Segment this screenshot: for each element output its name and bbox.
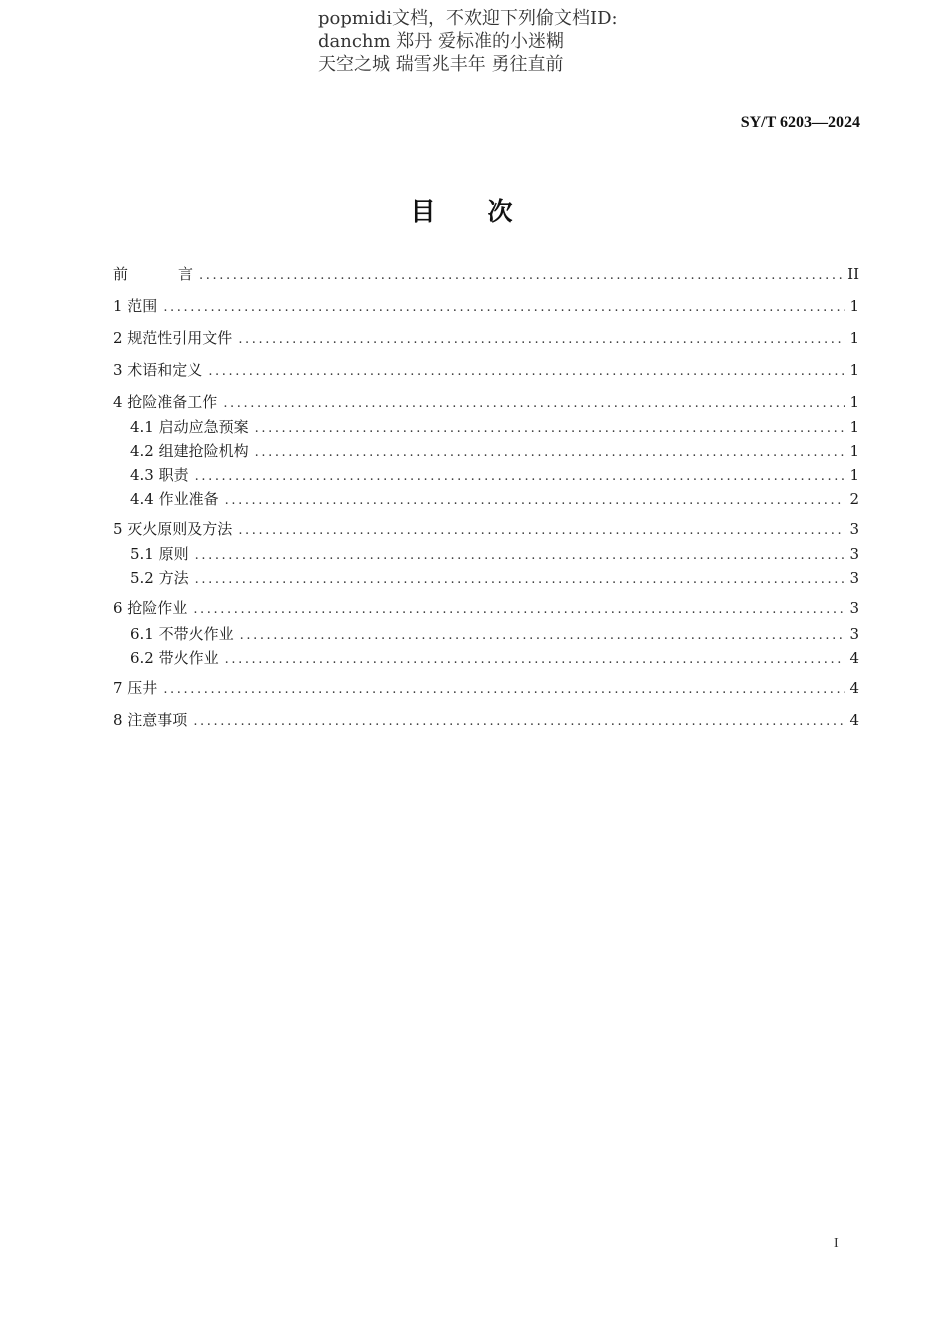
toc-entry-label: 4 抢险准备工作 <box>113 393 218 411</box>
toc-entry-label: 1 范围 <box>113 297 158 315</box>
toc-entry-label: 3 术语和定义 <box>113 361 203 379</box>
toc-entry-page: 4 <box>849 711 859 729</box>
toc-entry[interactable] <box>130 416 859 438</box>
toc-entry-label: 4.4 作业准备 <box>130 490 219 508</box>
toc-entry-label: 5.2 方法 <box>130 569 189 587</box>
toc-dot-leader <box>225 649 845 671</box>
toc-entry-label: 4.3 职责 <box>130 466 189 484</box>
toc-entry-label: 4.1 启动应急预案 <box>130 418 249 436</box>
toc-entry-page: 4 <box>849 679 859 697</box>
toc-entry-label: 6.2 带火作业 <box>130 649 219 667</box>
watermark-line-1: popmidi文档，不欢迎下列偷文档ID: <box>318 8 618 29</box>
toc-entry[interactable] <box>113 709 859 731</box>
toc-entry[interactable] <box>113 327 859 349</box>
toc-entry-label: 5.1 原则 <box>130 545 189 563</box>
toc-entry[interactable] <box>130 567 859 589</box>
toc-entry[interactable] <box>130 464 859 486</box>
toc-entry-page: 1 <box>849 393 859 411</box>
toc-dot-leader <box>225 490 845 512</box>
toc-entry-page: 3 <box>849 625 859 643</box>
toc-dot-leader <box>163 679 845 701</box>
toc-dot-leader <box>238 329 845 351</box>
toc-entry-page: 1 <box>849 442 859 460</box>
toc-entry-label: 前 言 <box>113 265 194 283</box>
toc-dot-leader <box>240 625 845 647</box>
toc-entry[interactable] <box>130 488 859 510</box>
toc-entry[interactable] <box>113 677 859 699</box>
toc-dot-leader <box>193 711 845 733</box>
toc-entry-label: 8 注意事项 <box>113 711 188 729</box>
standard-code: SY/T 6203—2024 <box>740 114 860 131</box>
toc-entry[interactable] <box>130 543 859 565</box>
toc-entry-label: 6 抢险作业 <box>113 599 188 617</box>
toc-entry[interactable] <box>113 359 859 381</box>
toc-entry-page: 1 <box>849 329 859 347</box>
page-number: I <box>834 1236 839 1251</box>
toc-dot-leader <box>255 442 845 464</box>
toc-entry-page: 1 <box>849 297 859 315</box>
toc-dot-leader <box>238 520 845 542</box>
watermark-text <box>318 7 618 76</box>
toc-dot-leader <box>193 599 845 621</box>
toc-entry-page: 3 <box>849 520 859 538</box>
toc-entry[interactable] <box>130 647 859 669</box>
toc-dot-leader <box>255 418 845 440</box>
toc-entry-page: 3 <box>849 569 859 587</box>
toc-entry-page: 3 <box>849 545 859 563</box>
toc-dot-leader <box>163 297 845 319</box>
toc-entry-page: 1 <box>849 361 859 379</box>
toc-entry-label: 4.2 组建抢险机构 <box>130 442 249 460</box>
toc-entry-page: 3 <box>849 599 859 617</box>
toc-entry[interactable] <box>113 295 859 317</box>
watermark-line-3: 天空之城 瑞雪兆丰年 勇往直前 <box>318 54 564 75</box>
toc-dot-leader <box>195 569 845 591</box>
toc-dot-leader <box>195 466 845 488</box>
toc-entry[interactable] <box>113 597 859 619</box>
toc-entry-preface[interactable] <box>113 263 859 285</box>
toc-entry-label: 7 压井 <box>113 679 158 697</box>
toc-dot-leader <box>199 265 843 287</box>
toc-dot-leader <box>208 361 845 383</box>
toc-entry-page: 1 <box>849 466 859 484</box>
toc-entry-label: 2 规范性引用文件 <box>113 329 233 347</box>
toc-entry-label: 6.1 不带火作业 <box>130 625 234 643</box>
toc-dot-leader <box>195 545 845 567</box>
toc-entry-page: 4 <box>849 649 859 667</box>
toc-entry-page: 2 <box>849 490 859 508</box>
toc-dot-leader <box>223 393 845 415</box>
toc-entry[interactable] <box>130 440 859 462</box>
watermark-line-2: danchm 郑丹 爱标准的小迷糊 <box>318 31 565 52</box>
toc-entry-page: 1 <box>849 418 859 436</box>
toc-entry[interactable] <box>113 391 859 413</box>
toc-entry-page: II <box>847 265 859 283</box>
toc-entry-label: 5 灭火原则及方法 <box>113 520 233 538</box>
toc-entry[interactable] <box>113 518 859 540</box>
toc-entry[interactable] <box>130 623 859 645</box>
toc-title: 目次 <box>410 197 565 226</box>
